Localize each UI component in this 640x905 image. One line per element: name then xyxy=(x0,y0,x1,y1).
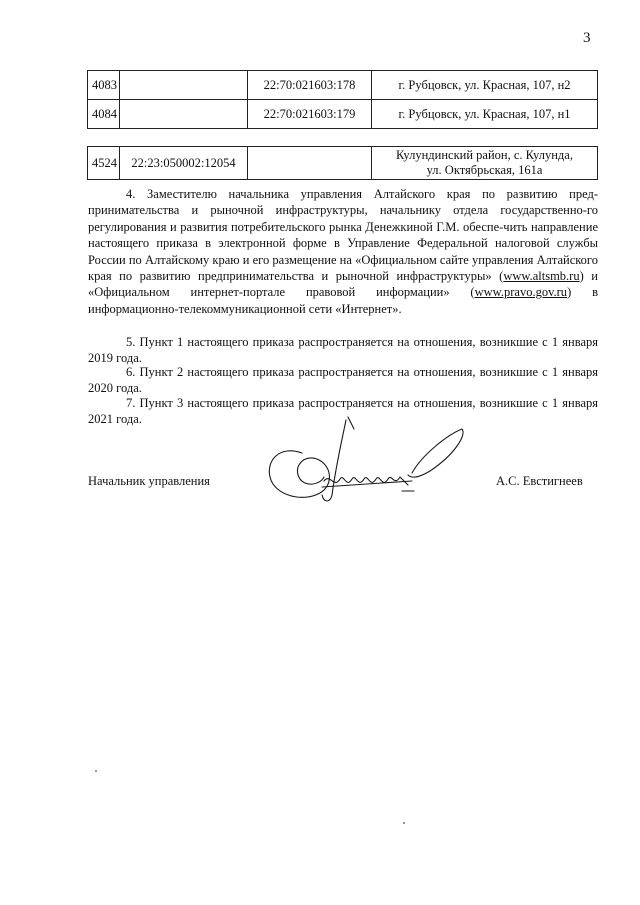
empty-cell xyxy=(248,147,372,180)
page-number: 3 xyxy=(583,30,591,46)
cadastral-number: 22:70:021603:178 xyxy=(248,71,372,100)
table-row xyxy=(88,71,598,100)
address: г. Рубцовск, ул. Красная, 107, н1 xyxy=(372,100,598,129)
cadastral-table-top xyxy=(87,70,598,129)
signatory-name: А.С. Евстигнеев xyxy=(496,474,583,488)
empty-cell xyxy=(120,100,248,129)
item5-text: 5. Пункт 1 настоящего приказа распространяется на отношения, возникшие с 1 января 2019 года. xyxy=(88,335,598,366)
row-number: 4084 xyxy=(88,100,120,129)
row-number: 4083 xyxy=(88,71,120,100)
scan-speck xyxy=(95,770,97,772)
cadastral-table-bottom xyxy=(87,146,598,180)
address-line-1: Кулундинский район, с. Кулунда, xyxy=(396,148,573,162)
item4-text-3: ) в информационно-телекоммуникационной сети «Интернет». xyxy=(88,285,598,316)
signature-icon xyxy=(262,415,472,510)
table-row xyxy=(88,147,598,180)
address-line-2: ул. Октябрьская, 161а xyxy=(426,163,543,177)
link-pravo[interactable]: www.pravo.gov.ru xyxy=(474,285,568,300)
link-altsmb[interactable]: www.altsmb.ru xyxy=(503,269,580,284)
cadastral-number: 22:70:021603:179 xyxy=(248,100,372,129)
item4-text-1: 4. Заместителю начальника управления Алтайского края по развитию пред-принимательства и рыночной инфраструктуры, начальнику отдела государственно-го регулирования и развития потребительского рынка Денежкиной Г.М. обеспе-чить направление настоящего приказа в электронной форме в Управление Федеральной налоговой службы России по Алтайскому краю и его размещение на «Официальном сайте управления Алтайского края по развитию предпринимательства и рыночной инфраструктуры» ( xyxy=(88,187,598,284)
paragraph-item-6 xyxy=(88,364,598,397)
address: г. Рубцовск, ул. Красная, 107, н2 xyxy=(372,71,598,100)
item6-text: 6. Пункт 2 настоящего приказа распространяется на отношения, возникшие с 1 января 2020 года. xyxy=(88,365,598,396)
cadastral-number: 22:23:050002:12054 xyxy=(120,147,248,180)
row-number: 4524 xyxy=(88,147,120,180)
paragraph-item-4 xyxy=(88,186,598,317)
signatory-title: Начальник управления xyxy=(88,474,210,488)
empty-cell xyxy=(120,71,248,100)
item7-text: 7. Пункт 3 настоящего приказа распространяется на отношения, возникшие с 1 января 2021 года. xyxy=(88,396,598,427)
address xyxy=(372,147,598,180)
paragraph-item-5 xyxy=(88,334,598,367)
scan-speck xyxy=(403,822,405,824)
table-row xyxy=(88,100,598,129)
item4-text-2: ) и «Официальном интернет-портале правовой информации» ( xyxy=(88,269,598,300)
